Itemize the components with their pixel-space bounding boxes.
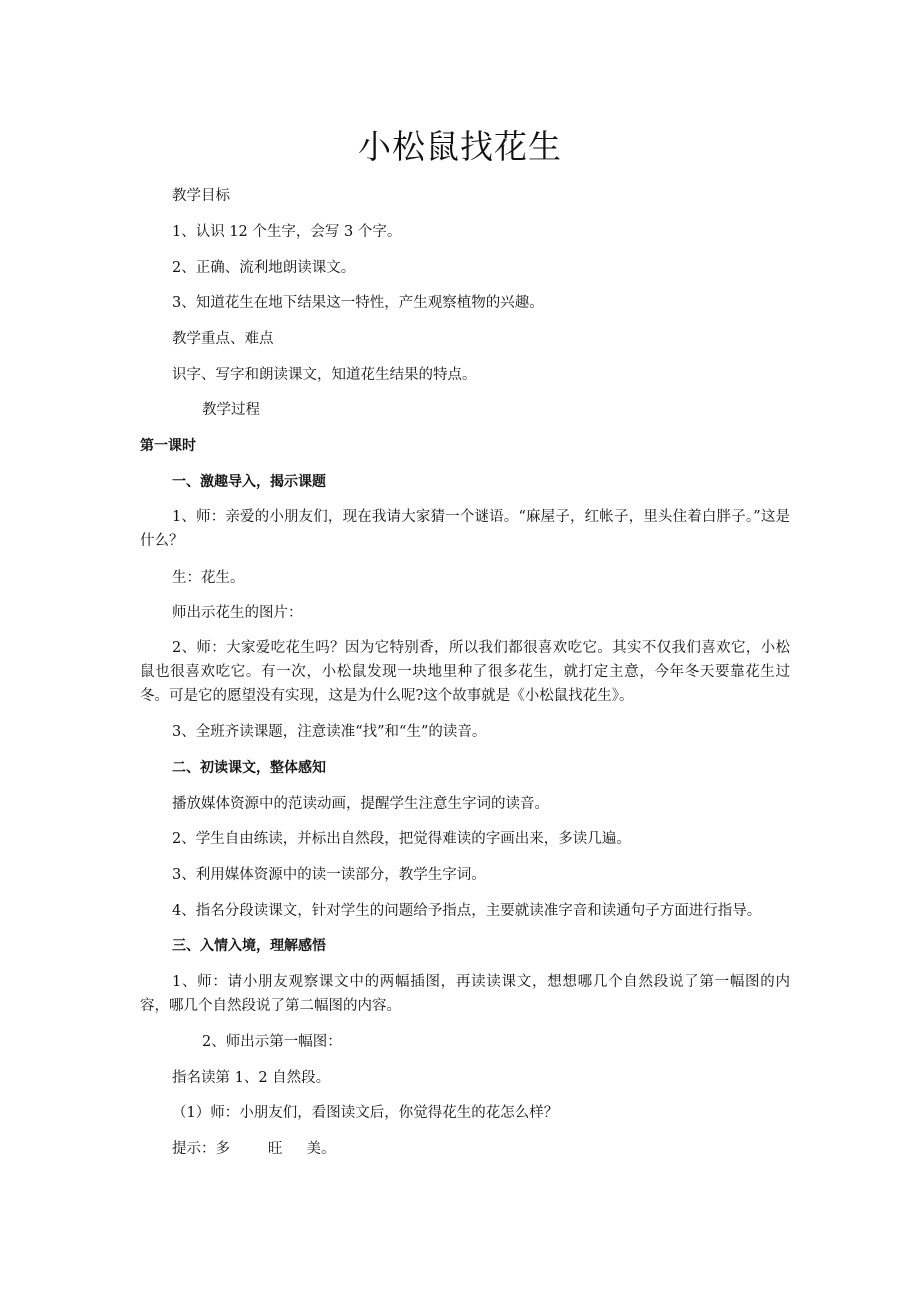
paragraph: 3、利用媒体资源中的读一读部分，教学生字词。: [172, 867, 486, 883]
paragraph: 生：花生。: [172, 570, 245, 586]
key-points-text: 识字、写字和朗读课文，知道花生结果的特点。: [172, 367, 477, 383]
paragraph: 1、师：亲爱的小朋友们，现在我请大家猜一个谜语。“麻屋子，红帐子，里头住着白胖子。”这是什么？: [140, 509, 790, 549]
paragraph: 指名读第 1、2 自然段。: [172, 1070, 331, 1086]
goal-item: 3、知道花生在地下结果这一特性，产生观察植物的兴趣。: [172, 295, 544, 311]
paragraph: 1、师：请小朋友观察课文中的两幅插图，再读读课文，想想哪几个自然段说了第一幅图的内容，哪几个自然段说了第二幅图的内容。: [140, 974, 790, 1014]
key-points-heading: 教学重点、难点: [172, 331, 274, 347]
goals-heading: 教学目标: [172, 188, 230, 204]
hint-label: 提示：多: [172, 1141, 230, 1157]
paragraph: 2、师：大家爱吃花生吗？因为它特别香，所以我们都很喜欢吃它。其实不仅我们喜欢它，小松鼠也很喜欢吃它。有一次，小松鼠发现一块地里种了很多花生，就打定主意，今年冬天要靠花生过冬。可是它的愿望没有实现，这是为什么呢?这个故事就是《小松鼠找花生》。: [140, 640, 790, 704]
goal-item: 2、正确、流利地朗读课文。: [172, 260, 356, 276]
paragraph: 3、全班齐读课题，注意读准“找”和“生”的读音。: [172, 724, 487, 740]
paragraph: 师出示花生的图片：: [172, 605, 303, 621]
hint-word: 旺: [268, 1141, 283, 1157]
hint-line: [172, 1137, 822, 1161]
paragraph: （1）师：小朋友们，看图读文后，你觉得花生的花怎么样？: [172, 1105, 559, 1121]
goal-item: 1、认识 12 个生字，会写 3 个字。: [172, 224, 402, 240]
section-heading: 一、激趣导入，揭示课题: [172, 474, 326, 490]
paragraph: 4、指名分段读课文，针对学生的问题给予指点，主要就读准字音和读通句子方面进行指导。: [172, 903, 762, 919]
paragraph: 播放媒体资源中的范读动画，提醒学生注意生字词的读音。: [172, 796, 549, 812]
paragraph: 2、学生自由练读，并标出自然段，把觉得难读的字画出来，多读几遍。: [172, 831, 631, 847]
section-heading: 二、初读课文，整体感知: [172, 760, 326, 776]
section-heading: 三、入情入境，理解感悟: [172, 938, 326, 954]
hint-word: 美。: [306, 1141, 336, 1157]
lesson-heading: 第一课时: [140, 438, 196, 454]
page-title: 小松鼠找花生: [358, 127, 562, 166]
paragraph: 2、师出示第一幅图：: [202, 1034, 342, 1050]
process-heading: 教学过程: [202, 402, 260, 418]
